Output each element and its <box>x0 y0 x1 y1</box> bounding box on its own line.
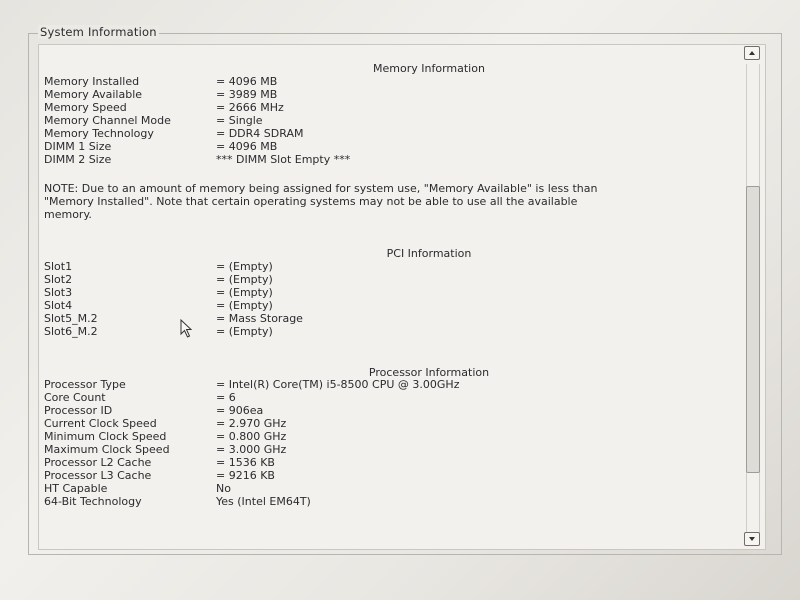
scroll-up-button[interactable] <box>744 46 760 60</box>
memory-row: Memory Technology = DDR4 SDRAM <box>44 127 304 140</box>
scrollbar-thumb[interactable] <box>746 186 760 473</box>
processor-row: Core Count = 6 <box>44 391 236 404</box>
processor-section-title: Processor Information <box>368 366 490 379</box>
memory-row: DIMM 1 Size = 4096 MB <box>44 140 278 153</box>
processor-row: Processor ID = 906ea <box>44 404 264 417</box>
processor-row: Maximum Clock Speed = 3.000 GHz <box>44 443 287 456</box>
pci-row: Slot5_M.2 = Mass Storage <box>44 312 303 325</box>
memory-row: Memory Speed = 2666 MHz <box>44 101 284 114</box>
info-content <box>44 0 704 600</box>
pci-row: Slot4 = (Empty) <box>44 299 273 312</box>
pci-row: Slot1 = (Empty) <box>44 260 273 273</box>
processor-row: Processor L3 Cache = 9216 KB <box>44 469 275 482</box>
arrow-up-icon <box>745 47 759 59</box>
memory-row: Memory Installed = 4096 MB <box>44 75 278 88</box>
scrollbar-track[interactable] <box>746 64 760 544</box>
memory-row: Memory Available = 3989 MB <box>44 88 278 101</box>
pci-section-title: PCI Information <box>386 247 472 260</box>
processor-row: Processor Type = Intel(R) Core(TM) i5-8500 CPU @ 3.00GHz <box>44 378 460 391</box>
memory-row: DIMM 2 Size *** DIMM Slot Empty *** <box>44 153 351 166</box>
processor-row: Processor L2 Cache = 1536 KB <box>44 456 275 469</box>
processor-row: 64-Bit Technology Yes (Intel EM64T) <box>44 495 311 508</box>
pci-row: Slot3 = (Empty) <box>44 286 273 299</box>
processor-row: HT Capable No <box>44 482 231 495</box>
pci-row: Slot6_M.2 = (Empty) <box>44 325 273 338</box>
pci-row: Slot2 = (Empty) <box>44 273 273 286</box>
processor-row: Minimum Clock Speed = 0.800 GHz <box>44 430 287 443</box>
mouse-pointer-icon <box>180 319 194 339</box>
processor-row: Current Clock Speed = 2.970 GHz <box>44 417 287 430</box>
memory-note: NOTE: Due to an amount of memory being assigned for system use, "Memory Available" is less than "Memory Installed". Note that certain operating systems may not be able to use all the available memory. <box>44 182 598 221</box>
arrow-down-icon <box>745 533 759 545</box>
scroll-down-button[interactable] <box>744 532 760 546</box>
memory-row: Memory Channel Mode = Single <box>44 114 263 127</box>
memory-section-title: Memory Information <box>373 62 485 75</box>
group-title: System Information <box>40 25 157 39</box>
vertical-scrollbar[interactable] <box>740 44 764 550</box>
